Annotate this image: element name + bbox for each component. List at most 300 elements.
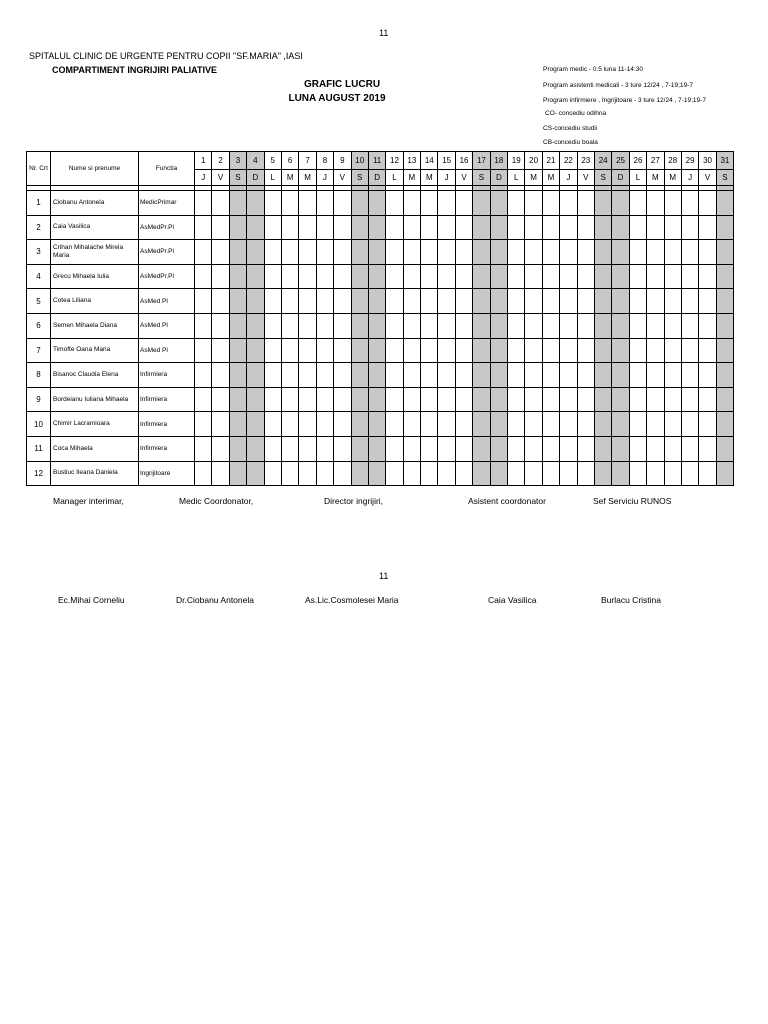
schedule-cell — [577, 313, 594, 338]
schedule-cell — [664, 387, 681, 412]
schedule-cell — [647, 436, 664, 461]
schedule-cell — [560, 313, 577, 338]
schedule-cell — [525, 313, 542, 338]
schedule-cell — [681, 264, 698, 289]
schedule-cell — [403, 313, 420, 338]
schedule-cell — [403, 363, 420, 388]
schedule-cell — [525, 240, 542, 265]
schedule-cell — [490, 436, 507, 461]
schedule-cell — [455, 363, 472, 388]
schedule-cell — [490, 412, 507, 437]
schedule-cell — [490, 264, 507, 289]
schedule-cell — [386, 387, 403, 412]
schedule-cell — [629, 313, 646, 338]
row-number: 9 — [27, 387, 51, 412]
schedule-cell — [368, 363, 385, 388]
employee-row — [27, 240, 734, 265]
schedule-cell — [699, 191, 716, 216]
schedule-cell — [716, 363, 733, 388]
schedule-cell — [403, 461, 420, 486]
row-number: 3 — [27, 240, 51, 265]
schedule-cell — [612, 338, 629, 363]
schedule-cell — [490, 240, 507, 265]
schedule-cell — [699, 289, 716, 314]
page-number-mid: 11 — [379, 571, 389, 581]
schedule-cell — [351, 387, 368, 412]
weekday-letter: V — [455, 170, 472, 186]
schedule-cell — [473, 289, 490, 314]
schedule-cell — [681, 289, 698, 314]
schedule-cell — [438, 461, 455, 486]
schedule-cell — [316, 264, 333, 289]
schedule-cell — [699, 412, 716, 437]
schedule-cell — [577, 338, 594, 363]
schedule-cell — [594, 461, 611, 486]
schedule-cell — [316, 436, 333, 461]
schedule-cell — [281, 387, 298, 412]
schedule-cell — [299, 436, 316, 461]
schedule-cell — [508, 191, 525, 216]
schedule-cell — [577, 215, 594, 240]
schedule-cell — [229, 461, 246, 486]
schedule-cell — [542, 338, 559, 363]
schedule-cell — [542, 313, 559, 338]
schedule-cell — [229, 264, 246, 289]
employee-function: MedicPrimar — [139, 191, 195, 216]
day-number: 17 — [473, 152, 490, 170]
schedule-cell — [195, 412, 212, 437]
schedule-cell — [368, 313, 385, 338]
employee-row — [27, 436, 734, 461]
schedule-cell — [403, 412, 420, 437]
employee-function: AsMed Pl — [139, 313, 195, 338]
schedule-cell — [664, 264, 681, 289]
schedule-cell — [508, 264, 525, 289]
schedule-cell — [490, 313, 507, 338]
schedule-cell — [542, 412, 559, 437]
schedule-cell — [299, 215, 316, 240]
schedule-cell — [525, 436, 542, 461]
schedule-cell — [612, 461, 629, 486]
schedule-cell — [195, 264, 212, 289]
page-number-top: 11 — [379, 28, 389, 38]
schedule-cell — [612, 289, 629, 314]
schedule-cell — [594, 215, 611, 240]
schedule-cell — [421, 436, 438, 461]
schedule-cell — [299, 191, 316, 216]
schedule-cell — [716, 461, 733, 486]
schedule-cell — [229, 215, 246, 240]
schedule-cell — [577, 363, 594, 388]
schedule-cell — [699, 461, 716, 486]
day-number: 8 — [316, 152, 333, 170]
day-number: 28 — [664, 152, 681, 170]
employee-function: Ingrijitoare — [139, 461, 195, 486]
schedule-cell — [212, 363, 229, 388]
schedule-cell — [473, 313, 490, 338]
schedule-cell — [577, 191, 594, 216]
schedule-cell — [525, 264, 542, 289]
schedule-cell — [612, 436, 629, 461]
schedule-cell — [560, 338, 577, 363]
schedule-cell — [473, 338, 490, 363]
schedule-cell — [229, 289, 246, 314]
schedule-cell — [455, 264, 472, 289]
schedule-cell — [490, 363, 507, 388]
schedule-cell — [525, 387, 542, 412]
schedule-cell — [560, 215, 577, 240]
schedule-cell — [594, 313, 611, 338]
header-name: Nume si prenume — [51, 152, 139, 186]
schedule-cell — [264, 215, 281, 240]
day-number: 6 — [281, 152, 298, 170]
schedule-cell — [508, 240, 525, 265]
day-number: 15 — [438, 152, 455, 170]
schedule-cell — [351, 363, 368, 388]
day-number: 19 — [508, 152, 525, 170]
schedule-cell — [299, 387, 316, 412]
schedule-cell — [229, 313, 246, 338]
schedule-cell — [403, 215, 420, 240]
schedule-cell — [508, 436, 525, 461]
schedule-cell — [664, 412, 681, 437]
schedule-cell — [525, 461, 542, 486]
schedule-cell — [455, 215, 472, 240]
schedule-cell — [629, 363, 646, 388]
schedule-cell — [281, 240, 298, 265]
schedule-cell — [403, 264, 420, 289]
employee-name: Bisanoc Claudia Elena — [51, 363, 139, 388]
schedule-cell — [647, 461, 664, 486]
header-nr-crt: Nr. Crt — [27, 152, 51, 186]
schedule-cell — [664, 338, 681, 363]
schedule-cell — [281, 289, 298, 314]
schedule-cell — [351, 412, 368, 437]
row-number: 10 — [27, 412, 51, 437]
schedule-cell — [438, 338, 455, 363]
schedule-cell — [264, 461, 281, 486]
schedule-cell — [455, 191, 472, 216]
schedule-cell — [716, 412, 733, 437]
schedule-cell — [386, 191, 403, 216]
schedule-cell — [299, 264, 316, 289]
weekday-letter: V — [212, 170, 229, 186]
program-note: Program infirmiere , îngrijitoare - 3 ture 12/24 , 7-19;19-7 — [543, 97, 706, 104]
day-number: 31 — [716, 152, 733, 170]
day-number: 5 — [264, 152, 281, 170]
day-number: 9 — [334, 152, 351, 170]
schedule-cell — [368, 215, 385, 240]
schedule-cell — [594, 338, 611, 363]
employee-row — [27, 215, 734, 240]
schedule-cell — [195, 338, 212, 363]
schedule-cell — [438, 436, 455, 461]
weekday-letter: L — [629, 170, 646, 186]
schedule-cell — [351, 240, 368, 265]
schedule-cell — [281, 264, 298, 289]
schedule-cell — [316, 215, 333, 240]
day-number: 18 — [490, 152, 507, 170]
schedule-cell — [264, 338, 281, 363]
schedule-cell — [264, 313, 281, 338]
schedule-cell — [594, 191, 611, 216]
schedule-month: LUNA AUGUST 2019 — [288, 93, 386, 104]
schedule-cell — [594, 436, 611, 461]
weekday-letter: V — [577, 170, 594, 186]
schedule-cell — [281, 215, 298, 240]
schedule-cell — [455, 387, 472, 412]
schedule-cell — [577, 436, 594, 461]
schedule-cell — [647, 191, 664, 216]
employee-row — [27, 289, 734, 314]
weekday-letter: L — [386, 170, 403, 186]
weekday-letter: M — [299, 170, 316, 186]
schedule-cell — [299, 338, 316, 363]
day-number: 23 — [577, 152, 594, 170]
schedule-cell — [577, 240, 594, 265]
schedule-cell — [386, 240, 403, 265]
schedule-cell — [508, 338, 525, 363]
schedule-cell — [281, 313, 298, 338]
day-number: 1 — [195, 152, 212, 170]
schedule-cell — [386, 363, 403, 388]
schedule-cell — [247, 289, 264, 314]
legend-note: CO- concediu odihna — [545, 110, 607, 117]
schedule-cell — [612, 264, 629, 289]
row-number: 11 — [27, 436, 51, 461]
schedule-cell — [629, 436, 646, 461]
schedule-cell — [247, 387, 264, 412]
schedule-cell — [281, 338, 298, 363]
schedule-cell — [716, 215, 733, 240]
schedule-cell — [195, 240, 212, 265]
day-number: 20 — [525, 152, 542, 170]
schedule-cell — [438, 363, 455, 388]
schedule-cell — [473, 387, 490, 412]
schedule-cell — [490, 387, 507, 412]
schedule-cell — [421, 313, 438, 338]
schedule-cell — [612, 191, 629, 216]
schedule-cell — [299, 313, 316, 338]
schedule-cell — [264, 412, 281, 437]
schedule-cell — [612, 412, 629, 437]
employee-row — [27, 412, 734, 437]
schedule-cell — [473, 363, 490, 388]
weekday-letter: D — [247, 170, 264, 186]
employee-name: Bordeianu Iuliana Mihaela — [51, 387, 139, 412]
schedule-cell — [560, 191, 577, 216]
schedule-cell — [647, 338, 664, 363]
schedule-cell — [664, 289, 681, 314]
schedule-cell — [681, 215, 698, 240]
schedule-cell — [508, 412, 525, 437]
schedule-cell — [421, 338, 438, 363]
schedule-cell — [299, 240, 316, 265]
schedule-cell — [351, 338, 368, 363]
schedule-cell — [525, 338, 542, 363]
day-number: 4 — [247, 152, 264, 170]
schedule-cell — [455, 289, 472, 314]
schedule-cell — [247, 191, 264, 216]
schedule-cell — [577, 264, 594, 289]
schedule-cell — [716, 313, 733, 338]
schedule-cell — [195, 363, 212, 388]
schedule-cell — [490, 461, 507, 486]
schedule-cell — [368, 387, 385, 412]
signature-name-manager: Ec.Mihai Corneliu — [58, 595, 125, 605]
employee-row — [27, 461, 734, 486]
schedule-cell — [229, 436, 246, 461]
hospital-name: SPITALUL CLINIC DE URGENTE PENTRU COPII "SF.MARIA" ,IASI — [29, 51, 303, 61]
schedule-cell — [647, 264, 664, 289]
schedule-cell — [612, 363, 629, 388]
signature-title-runos: Sef Serviciu RUNOS — [593, 496, 672, 506]
signature-name-medic: Dr.Ciobanu Antonela — [176, 595, 254, 605]
schedule-cell — [647, 387, 664, 412]
schedule-cell — [699, 436, 716, 461]
schedule-cell — [560, 363, 577, 388]
day-number: 30 — [699, 152, 716, 170]
employee-name: Grecu Mihaela Iulia — [51, 264, 139, 289]
weekday-letter: J — [195, 170, 212, 186]
day-number: 16 — [455, 152, 472, 170]
schedule-cell — [490, 191, 507, 216]
weekday-letter: M — [647, 170, 664, 186]
signature-title-asistent: Asistent coordonator — [468, 496, 546, 506]
schedule-cell — [281, 412, 298, 437]
weekday-letter: M — [542, 170, 559, 186]
schedule-cell — [473, 461, 490, 486]
schedule-cell — [681, 313, 698, 338]
schedule-cell — [542, 264, 559, 289]
schedule-cell — [316, 191, 333, 216]
schedule-cell — [351, 461, 368, 486]
schedule-cell — [264, 264, 281, 289]
employee-function: Infirmiera — [139, 387, 195, 412]
schedule-cell — [334, 240, 351, 265]
schedule-cell — [247, 412, 264, 437]
schedule-cell — [368, 338, 385, 363]
row-number: 5 — [27, 289, 51, 314]
employee-function: AsMedPr.Pl — [139, 215, 195, 240]
schedule-cell — [699, 264, 716, 289]
schedule-cell — [560, 412, 577, 437]
day-number: 29 — [681, 152, 698, 170]
schedule-cell — [368, 264, 385, 289]
schedule-cell — [403, 240, 420, 265]
schedule-cell — [264, 436, 281, 461]
schedule-cell — [560, 387, 577, 412]
schedule-cell — [212, 338, 229, 363]
schedule-cell — [351, 313, 368, 338]
schedule-cell — [281, 363, 298, 388]
schedule-cell — [247, 215, 264, 240]
schedule-cell — [421, 289, 438, 314]
schedule-cell — [438, 313, 455, 338]
schedule-cell — [316, 240, 333, 265]
schedule-cell — [247, 363, 264, 388]
row-number: 8 — [27, 363, 51, 388]
schedule-cell — [647, 363, 664, 388]
schedule-cell — [229, 387, 246, 412]
schedule-cell — [264, 387, 281, 412]
schedule-cell — [577, 387, 594, 412]
schedule-cell — [281, 436, 298, 461]
signature-name-asistent: Caia Vasilica — [488, 595, 537, 605]
schedule-cell — [264, 240, 281, 265]
schedule-cell — [455, 240, 472, 265]
row-number: 12 — [27, 461, 51, 486]
schedule-cell — [594, 289, 611, 314]
employee-name: Semen Mihaela Diana — [51, 313, 139, 338]
schedule-cell — [681, 436, 698, 461]
employee-function: AsMed Pl — [139, 338, 195, 363]
schedule-title: GRAFIC LUCRU — [303, 79, 381, 90]
weekday-letter: J — [560, 170, 577, 186]
employee-name: Bustiuc Ileana Daniela — [51, 461, 139, 486]
schedule-cell — [681, 338, 698, 363]
schedule-cell — [316, 363, 333, 388]
signature-name-director: As.Lic.Cosmolesei Maria — [305, 595, 399, 605]
schedule-cell — [195, 387, 212, 412]
schedule-cell — [421, 387, 438, 412]
schedule-cell — [247, 313, 264, 338]
schedule-cell — [560, 264, 577, 289]
schedule-cell — [195, 436, 212, 461]
schedule-cell — [525, 412, 542, 437]
schedule-cell — [195, 191, 212, 216]
employee-function: AsMedPr.Pl — [139, 264, 195, 289]
day-number: 10 — [351, 152, 368, 170]
schedule-cell — [716, 387, 733, 412]
schedule-cell — [699, 338, 716, 363]
schedule-cell — [647, 215, 664, 240]
schedule-cell — [386, 264, 403, 289]
weekday-letter: J — [316, 170, 333, 186]
schedule-cell — [229, 338, 246, 363]
row-number: 1 — [27, 191, 51, 216]
schedule-cell — [386, 313, 403, 338]
employee-row — [27, 264, 734, 289]
employee-name: Caia Vasilica — [51, 215, 139, 240]
schedule-cell — [699, 240, 716, 265]
schedule-cell — [438, 215, 455, 240]
weekday-letter: S — [594, 170, 611, 186]
schedule-cell — [473, 436, 490, 461]
schedule-cell — [699, 313, 716, 338]
day-number: 27 — [647, 152, 664, 170]
schedule-table — [26, 151, 734, 486]
schedule-cell — [438, 289, 455, 314]
schedule-cell — [699, 387, 716, 412]
signature-title-director: Director ingrijiri, — [324, 496, 384, 506]
schedule-cell — [647, 313, 664, 338]
employee-name: Cotea Liliana — [51, 289, 139, 314]
day-number: 11 — [368, 152, 385, 170]
schedule-cell — [438, 387, 455, 412]
schedule-cell — [421, 461, 438, 486]
schedule-cell — [334, 289, 351, 314]
schedule-cell — [368, 289, 385, 314]
schedule-cell — [681, 191, 698, 216]
employee-name: Chimir Lacramioara — [51, 412, 139, 437]
weekday-letter: L — [264, 170, 281, 186]
employee-function: Infirmiera — [139, 363, 195, 388]
department-name: COMPARTIMENT INGRIJIRI PALIATIVE — [52, 65, 218, 75]
schedule-cell — [716, 264, 733, 289]
schedule-cell — [716, 240, 733, 265]
schedule-cell — [386, 289, 403, 314]
